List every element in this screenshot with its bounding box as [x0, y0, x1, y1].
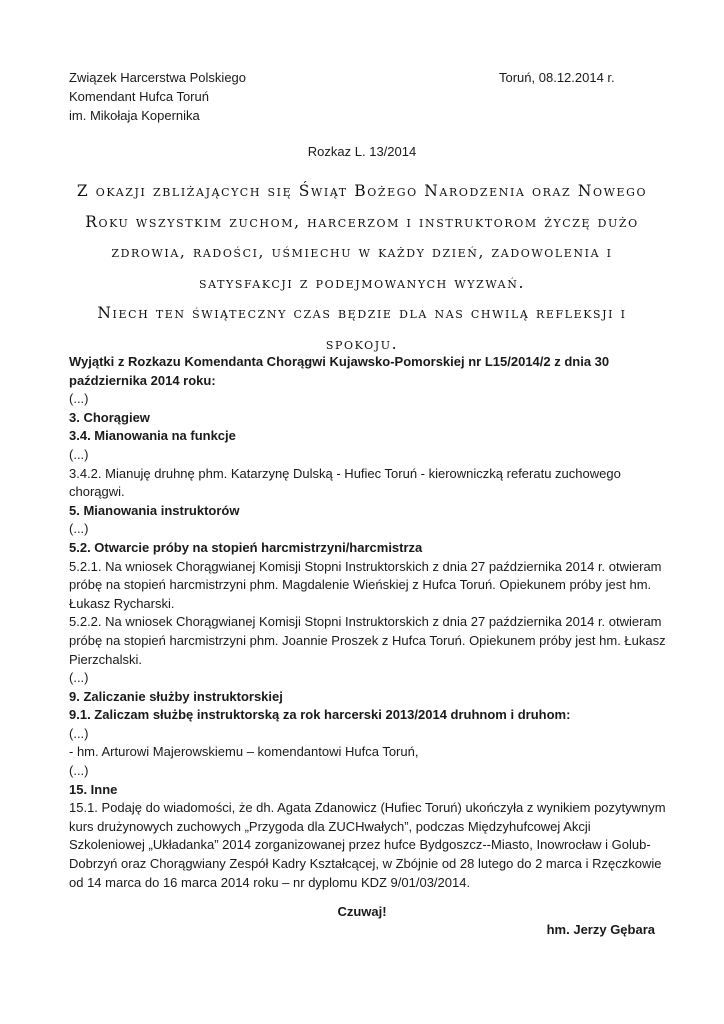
closing-motto: Czuwaj! [337, 904, 387, 919]
signature: hm. Jerzy Gębara [546, 922, 655, 937]
order-body [69, 353, 669, 892]
subsection-heading: 5.2. Otwarcie próby na stopień harcmistrzyni/harcmistrza [69, 539, 423, 555]
ellipsis: (...) [69, 521, 89, 537]
section-heading: 9. Zaliczanie służby instruktorskiej [69, 688, 283, 704]
unit-name: Komendant Hufca Toruń [69, 89, 209, 104]
order-item: 5.2.1. Na wniosek Chorągwianej Komisji Stopni Instruktorskich z dnia 27 października 2014 r. otwieram próbę na stopień harcmistrzyni phm. Magdalenie Wieńskiej z Hufca Toruń. Opiekunem próby jest hm. Łukasz Rycharski. [69, 558, 662, 611]
organization-name: Związek Harcerstwa Polskiego [69, 70, 247, 85]
ellipsis: (...) [69, 725, 89, 741]
section-heading: 3. Chorągiew [69, 409, 150, 425]
order-item: 15.1. Podaję do wiadomości, że dh. Agata Zdanowicz (Hufiec Toruń) ukończyła z wynikiem pozytywnym kurs drużynowych zuchowych „Przygoda dla ZUCHwałych”, podczas Międzyhufcowej Akcji Szkoleniowej „Układanka” 2014 zorganizowanej przez hufce Bydgoszcz--Miasto, Inowrocław i Golub-Dobrzyń oraz Chorągwiany Zespół Kadry Kształcącej, w Zbójnie od 28 lutego do 2 marca i Rzęczkowie od 14 marca do 16 marca 2014 roku – nr dyplomu KDZ 9/01/03/2014. [69, 800, 666, 890]
greeting-reflection: Niech ten świąteczny czas będzie dla nas chwilą refleksji i spokoju. [97, 304, 627, 353]
unit-patron: im. Mikołaja Kopernika [69, 108, 200, 123]
ellipsis: (...) [69, 670, 89, 686]
sender-block [69, 68, 246, 125]
ellipsis: (...) [69, 446, 89, 462]
excerpt-heading: Wyjątki z Rozkazu Komendanta Chorągwi Kujawsko-Pomorskiej nr L15/2014/2 z dnia 30 października 2014 roku: [69, 354, 610, 388]
section-heading: 15. Inne [69, 781, 118, 797]
subsection-heading: 3.4. Mianowania na funkcje [69, 428, 236, 444]
order-number: Rozkaz L. 13/2014 [307, 144, 417, 159]
place-date: Toruń, 08.12.2014 r. [499, 70, 615, 85]
section-heading: 5. Mianowania instruktorów [69, 502, 240, 518]
order-item: - hm. Arturowi Majerowskiemu – komendantowi Hufca Toruń, [69, 744, 419, 760]
order-item: 3.4.2. Mianuję druhnę phm. Katarzynę Dulską - Hufiec Toruń - kierowniczką referatu zuchowego chorągwi. [69, 465, 621, 500]
greeting-paragraph: Z okazji zbliżających się Świąt Bożego Narodzenia oraz Nowego Roku wszystkim zuchom, harcerzom i instruktorom życzę dużo zdrowia, radości, uśmiechu w każdy dzień, zadowolenia i satysfakcji z podejmowanych wyzwań. [76, 182, 648, 292]
order-item: 5.2.2. Na wniosek Chorągwianej Komisji Stopni Instruktorskich z dnia 27 października 2014 r. otwieram próbę na stopień harcmistrzyni phm. Joannie Proszek z Hufca Toruń. Opiekunem próby jest hm. Łukasz Pierzchalski. [69, 614, 666, 667]
ellipsis: (...) [69, 391, 89, 407]
subsection-heading: 9.1. Zaliczam służbę instruktorską za rok harcerski 2013/2014 druhnom i druhom: [69, 707, 571, 723]
ellipsis: (...) [69, 763, 89, 779]
holiday-greeting [62, 176, 662, 359]
